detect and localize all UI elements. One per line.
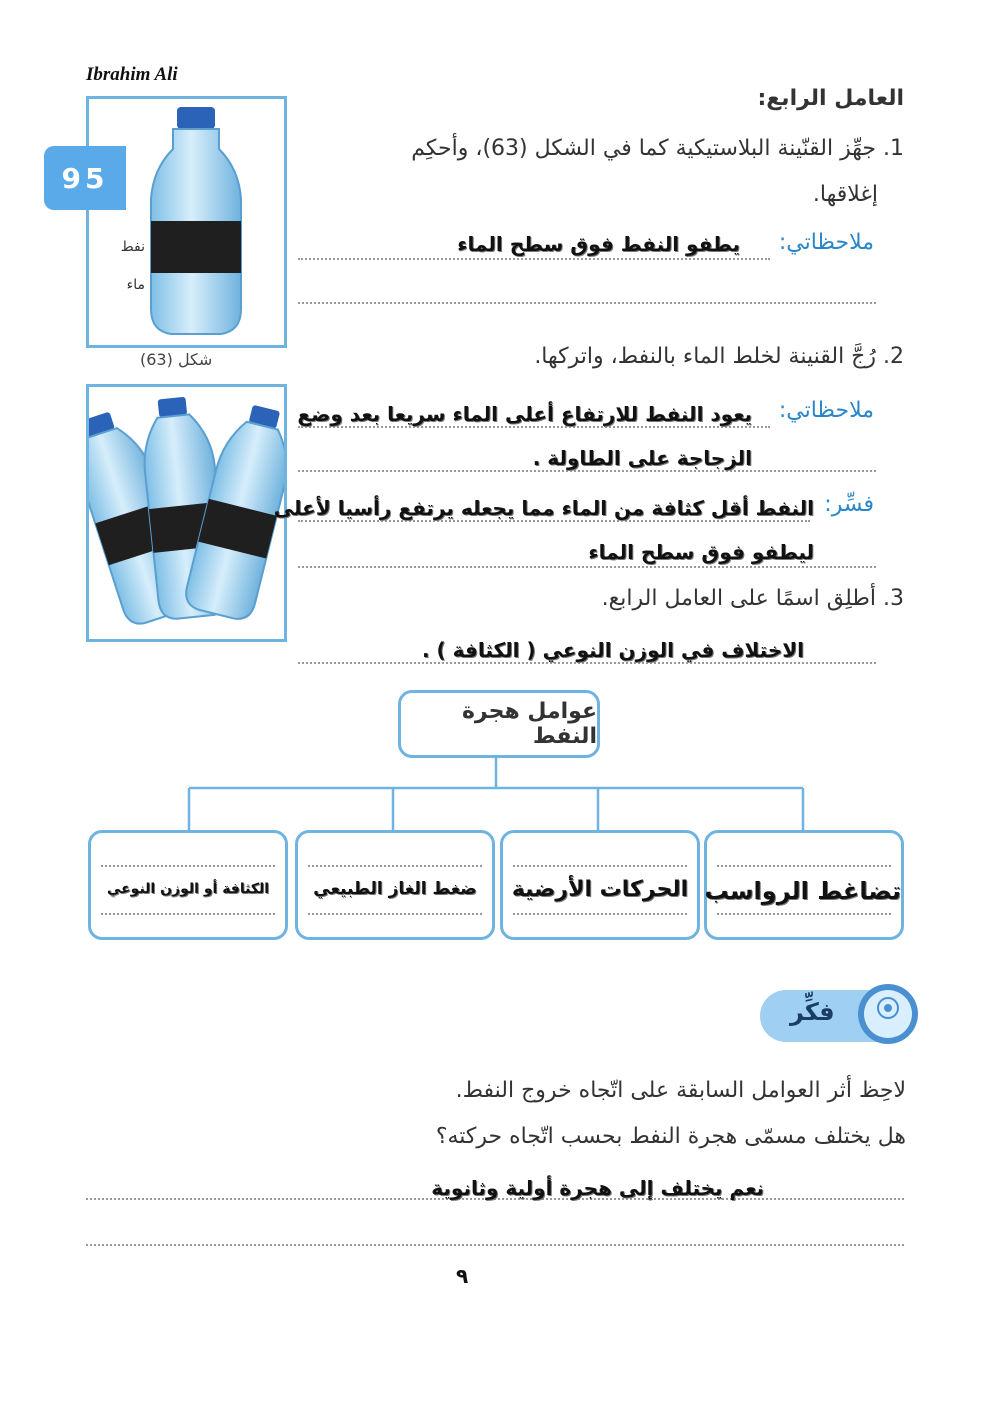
box-dots-top	[101, 865, 275, 867]
think-answer-line-2	[86, 1244, 904, 1246]
q1-notes-label: ملاحظاتي:	[778, 230, 874, 255]
q2-text: 2. رُجَّ القنينة لخلط الماء بالنفط، واتركها.	[534, 344, 904, 369]
q2-explain-line1: النفط أقل كثافة من الماء مما يجعله يرتفع رأسيا لأعلى	[273, 496, 814, 520]
chart-box-3-text: ضغط الغاز الطبيعي	[313, 879, 477, 899]
box-dots-top	[717, 865, 891, 867]
page-number: ٩	[456, 1264, 469, 1288]
author-name: Ibrahim Ali	[86, 64, 178, 85]
q1-line1: 1. جهِّز القنّينة البلاستيكية كما في الشكل (63)، وأحكِم	[411, 136, 904, 161]
chart-box-4	[88, 830, 288, 940]
box-dots-bottom	[101, 913, 275, 915]
box-dots-bottom	[308, 913, 482, 915]
chart-box-1	[704, 830, 904, 940]
figure-caption: شكل (63)	[140, 350, 213, 369]
q2-explain-line2: ليطفو فوق سطح الماء	[588, 540, 814, 564]
think-answer: نعم يختلف إلى هجرة أولية وثانوية	[431, 1176, 764, 1200]
chart-box-1-text: تضاغط الرواسب	[704, 877, 901, 905]
chart-box-2	[500, 830, 700, 940]
factor-heading: العامل الرابع:	[757, 86, 904, 111]
q1-answer: يطفو النفط فوق سطح الماء	[457, 232, 740, 256]
q1-line2: إغلاقها.	[812, 182, 878, 207]
think-line1: لاحِظ أثر العوامل السابقة على اتّجاه خروج النفط.	[455, 1078, 906, 1103]
q3-text: 3. أطلِق اسمًا على العامل الرابع.	[601, 586, 904, 611]
label-water: ماء	[126, 277, 145, 293]
brain-head-icon	[858, 976, 922, 1052]
q2-notes-label: ملاحظاتي:	[778, 398, 874, 423]
label-oil: نفط	[120, 239, 145, 255]
chart-box-3	[295, 830, 495, 940]
think-label: فكِّر	[790, 998, 835, 1026]
q2-explain-label: فسِّر:	[824, 492, 874, 517]
think-line2: هل يختلف مسمّى هجرة النفط بحسب اتّجاه حركته؟	[435, 1124, 906, 1149]
q2-answer-line2: الزجاجة على الطاولة .	[532, 446, 752, 470]
box-dots-bottom	[717, 913, 891, 915]
page-tab: 95	[44, 146, 126, 210]
box-dots-bottom	[513, 913, 687, 915]
chart-box-2-text: الحركات الأرضية	[511, 877, 689, 902]
box-dots-top	[513, 865, 687, 867]
chart-title: عوامل هجرة النفط	[398, 690, 600, 758]
chart-box-4-text: الكثافة أو الوزن النوعي	[106, 881, 270, 897]
q3-answer: الاختلاف في الوزن النوعي ( الكثافة ) .	[421, 638, 804, 662]
box-dots-top	[308, 865, 482, 867]
q2-answer-line1: يعود النفط للارتفاع أعلى الماء سريعا بعد وضع	[297, 402, 752, 426]
